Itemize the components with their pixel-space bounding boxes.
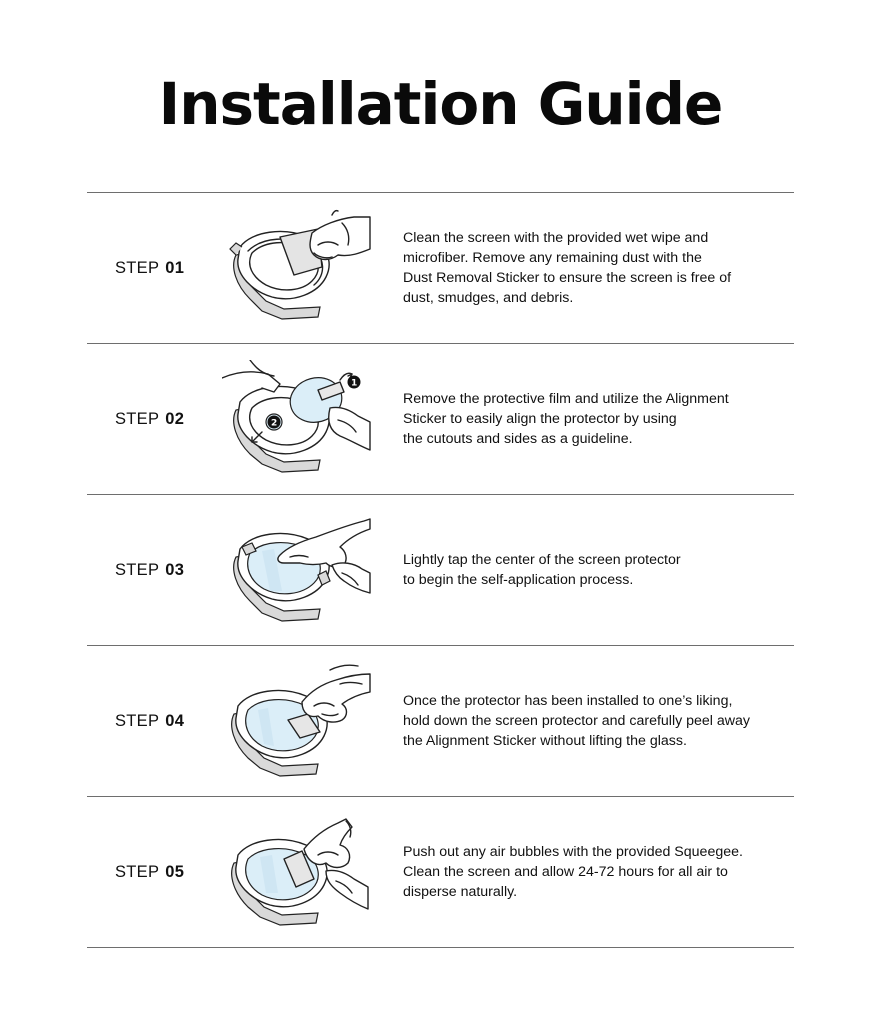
wipe-screen-illustration — [222, 209, 372, 327]
steps-list — [87, 192, 794, 948]
description-line: microfiber. Remove any remaining dust with the — [403, 249, 702, 266]
step-word: STEP — [115, 410, 160, 428]
description-line: Sticker to easily align the protector by using — [403, 410, 677, 427]
step-label — [115, 797, 184, 947]
step-label — [115, 646, 184, 796]
step-number: 05 — [165, 863, 185, 881]
step-number: 02 — [165, 410, 185, 428]
description-line: the Alignment Sticker without lifting the glass. — [403, 733, 687, 750]
squeegee-illustration — [222, 813, 372, 931]
step-word: STEP — [115, 259, 160, 277]
description-line: to begin the self-application process. — [403, 572, 634, 588]
step-row — [87, 494, 794, 645]
page-title: Installation Guide — [158, 70, 723, 138]
step-number: 03 — [165, 561, 185, 579]
step-description — [403, 193, 783, 343]
description-line: the cutouts and sides as a guideline. — [403, 431, 633, 448]
step-description — [403, 495, 783, 645]
step-row — [87, 343, 794, 494]
description-line: Lightly tap the center of the screen protector — [403, 551, 681, 568]
step-description — [403, 797, 783, 947]
description-line: Once the protector has been installed to one’s liking, — [403, 692, 733, 709]
step-label — [115, 495, 184, 645]
step-row — [87, 796, 794, 948]
step-number: 01 — [165, 259, 185, 277]
remove-film-illustration — [222, 360, 372, 478]
description-line: Clean the screen with the provided wet wipe and — [403, 229, 709, 246]
description-line: disperse naturally. — [403, 884, 518, 901]
description-line: Push out any air bubbles with the provided Squeegee. — [403, 843, 743, 860]
peel-sticker-illustration — [222, 662, 372, 780]
step-label — [115, 344, 184, 494]
step-word: STEP — [115, 712, 160, 730]
step-number: 04 — [165, 712, 185, 730]
description-line: Remove the protective film and utilize the Alignment — [403, 390, 729, 407]
marker-two-label: 2 — [271, 418, 278, 429]
description-line: Dust Removal Sticker to ensure the screen is free of — [403, 270, 732, 286]
marker-one-label: 1 — [351, 378, 358, 389]
description-line: dust, smudges, and debris. — [403, 290, 574, 307]
step-label — [115, 193, 184, 343]
description-line: hold down the screen protector and carefully peel away — [403, 712, 751, 729]
step-row — [87, 192, 794, 343]
step-row — [87, 645, 794, 796]
step-description — [403, 344, 783, 494]
step-description — [403, 646, 783, 796]
description-line: Clean the screen and allow 24-72 hours for all air to — [403, 863, 728, 880]
step-word: STEP — [115, 561, 160, 579]
step-word: STEP — [115, 863, 160, 881]
tap-center-illustration — [222, 511, 372, 629]
